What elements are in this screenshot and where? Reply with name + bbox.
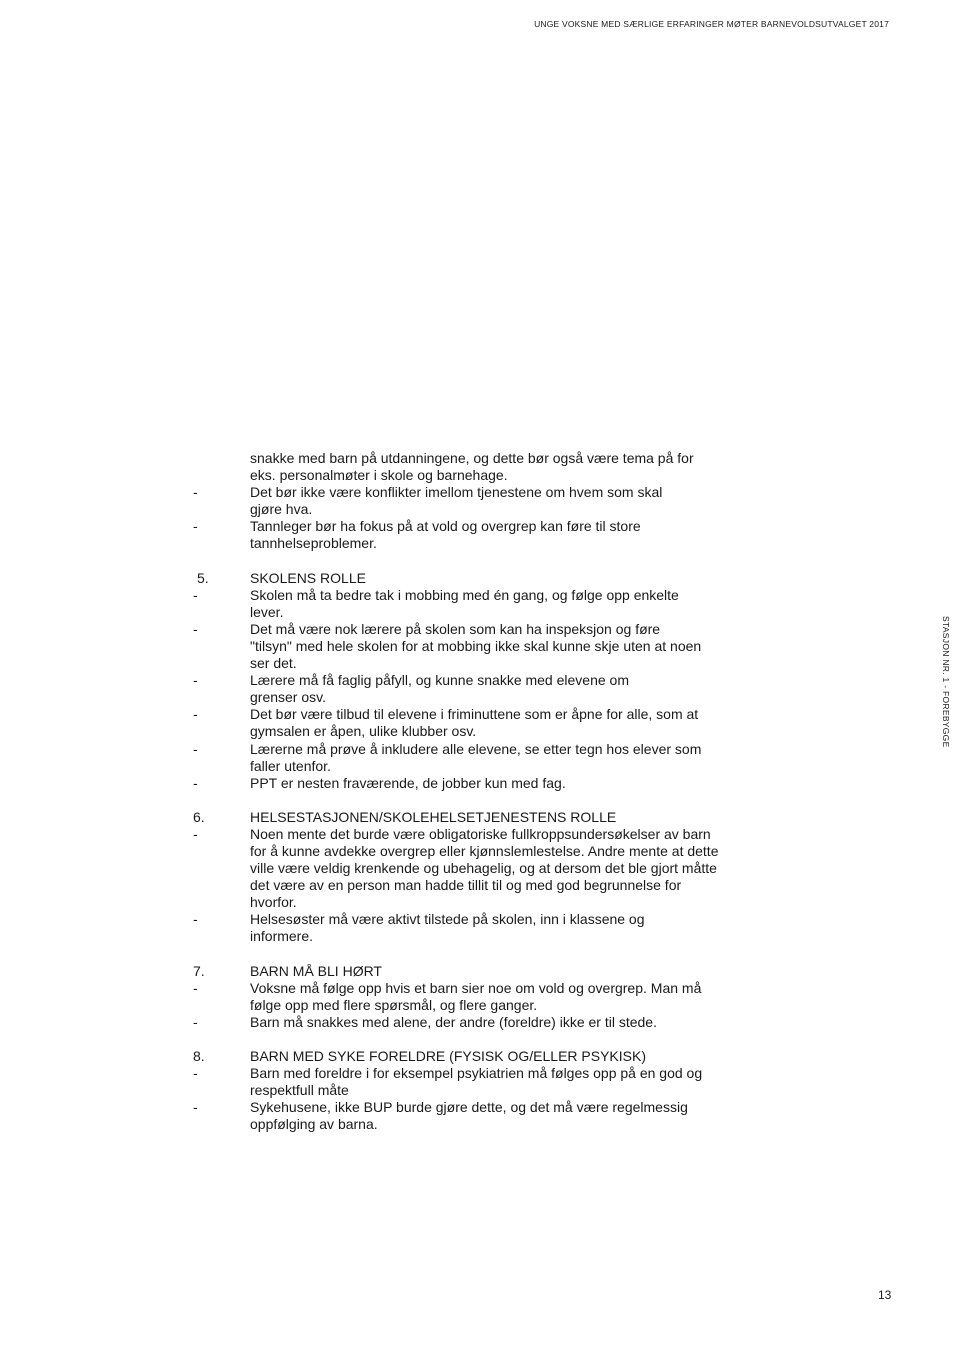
section-title: HELSESTASJONEN/SKOLEHELSETJENESTENS ROLLE (250, 808, 617, 825)
section-number: 6. (193, 808, 205, 825)
page-body (193, 450, 733, 1133)
list-item (193, 741, 733, 775)
list-item (193, 911, 733, 945)
list-item-text: Sykehusene, ikke BUP burde gjøre dette, og det må være regelmessig oppfølging av barna. (250, 1099, 688, 1133)
list-item-text: Barn må snakkes med alene, der andre (foreldre) ikke er til stede. (250, 1013, 657, 1030)
bullet-marker: - (193, 518, 198, 535)
list-item (193, 706, 733, 740)
list-item-text: Det må være nok lærere på skolen som kan ha inspeksjon og føre "tilsyn" med hele skolen for at mobbing ikke skal kunne skje uten at noen ser det. (250, 620, 702, 672)
list-item (193, 672, 733, 706)
list-item-text: Det bør være tilbud til elevene i friminuttene som er åpne for alle, som at gymsalen er åpen, ulike klubber osv. (250, 706, 699, 740)
list-item-text: Tannleger bør ha fokus på at vold og overgrep kan føre til store tannhelseproblemer. (250, 518, 641, 552)
list-item (193, 1065, 733, 1099)
section-number: 7. (193, 962, 205, 979)
section-title: BARN MED SYKE FORELDRE (FYSISK OG/ELLER PSYKISK) (250, 1047, 646, 1064)
continuation-text: snakke med barn på utdanningene, og dette bør også være tema på for eks. personalmøter i skole og barnehage. (250, 450, 694, 484)
bullet-marker: - (193, 979, 198, 996)
bullet-marker: - (193, 825, 198, 842)
bullet-marker: - (193, 672, 198, 689)
list-item-text: Helsesøster må være aktivt tilstede på skolen, inn i klassene og informere. (250, 911, 645, 945)
list-item-text: Voksne må følge opp hvis et barn sier noe om vold og overgrep. Man må følge opp med flere spørsmål, og flere ganger. (250, 979, 702, 1013)
section-number: 8. (193, 1047, 205, 1064)
list-item (193, 518, 733, 552)
list-item-text: Lærere må få faglig påfyll, og kunne snakke med elevene om grenser osv. (250, 672, 629, 706)
side-section-label: STASJON NR. 1 - FOREBYGGE (941, 616, 951, 748)
list-item-text: Lærerne må prøve å inkludere alle elevene, se etter tegn hos elever som faller utenfor. (250, 740, 702, 774)
list-item-text: Skolen må ta bedre tak i mobbing med én gang, og følge opp enkelte lever. (250, 586, 679, 620)
page-number: 13 (878, 1288, 892, 1302)
running-header: UNGE VOKSNE MED SÆRLIGE ERFARINGER MØTER BARNEVOLDSUTVALGET 2017 (534, 19, 889, 29)
bullet-marker: - (193, 1099, 198, 1116)
list-item (193, 826, 733, 911)
continuation-paragraph (193, 450, 733, 484)
section-heading (193, 1048, 733, 1065)
section-title: SKOLENS ROLLE (250, 569, 366, 586)
bullet-marker: - (193, 1065, 198, 1081)
bullet-marker: - (193, 911, 198, 928)
list-item (193, 1014, 733, 1031)
bullet-marker: - (193, 774, 198, 791)
list-item-text: Barn med foreldre i for eksempel psykiatrien må følges opp på en god og respektfull måte (250, 1065, 703, 1099)
bullet-marker: - (193, 1013, 198, 1030)
list-item (193, 587, 733, 621)
bullet-marker: - (193, 706, 198, 723)
section-title: BARN MÅ BLI HØRT (250, 962, 382, 979)
list-item (193, 1099, 733, 1133)
list-item (193, 980, 733, 1014)
bullet-marker: - (193, 740, 198, 757)
list-item-text: Noen mente det burde være obligatoriske fullkroppsundersøkelser av barn for å kunne avdekke overgrep eller kjønnslemlestelse. Andre mente at dette ville være veldig krenkende og ubehagelig, og at dersom det ble gjort måtte det være av en person man hadde tillit til og med god begrunnelse for hvorfor. (250, 825, 719, 911)
list-item-text: PPT er nesten fraværende, de jobber kun med fag. (250, 774, 566, 791)
section-heading (193, 809, 733, 826)
list-item-text: Det bør ikke være konflikter imellom tjenestene om hvem som skal gjøre hva. (250, 484, 663, 518)
section-heading (193, 963, 733, 980)
list-item (193, 621, 733, 672)
section-heading (193, 570, 733, 587)
bullet-marker: - (193, 586, 198, 603)
bullet-marker: - (193, 620, 198, 637)
section-number: 5. (197, 569, 209, 586)
list-item (193, 775, 733, 792)
list-item (193, 484, 733, 518)
bullet-marker: - (193, 484, 198, 501)
